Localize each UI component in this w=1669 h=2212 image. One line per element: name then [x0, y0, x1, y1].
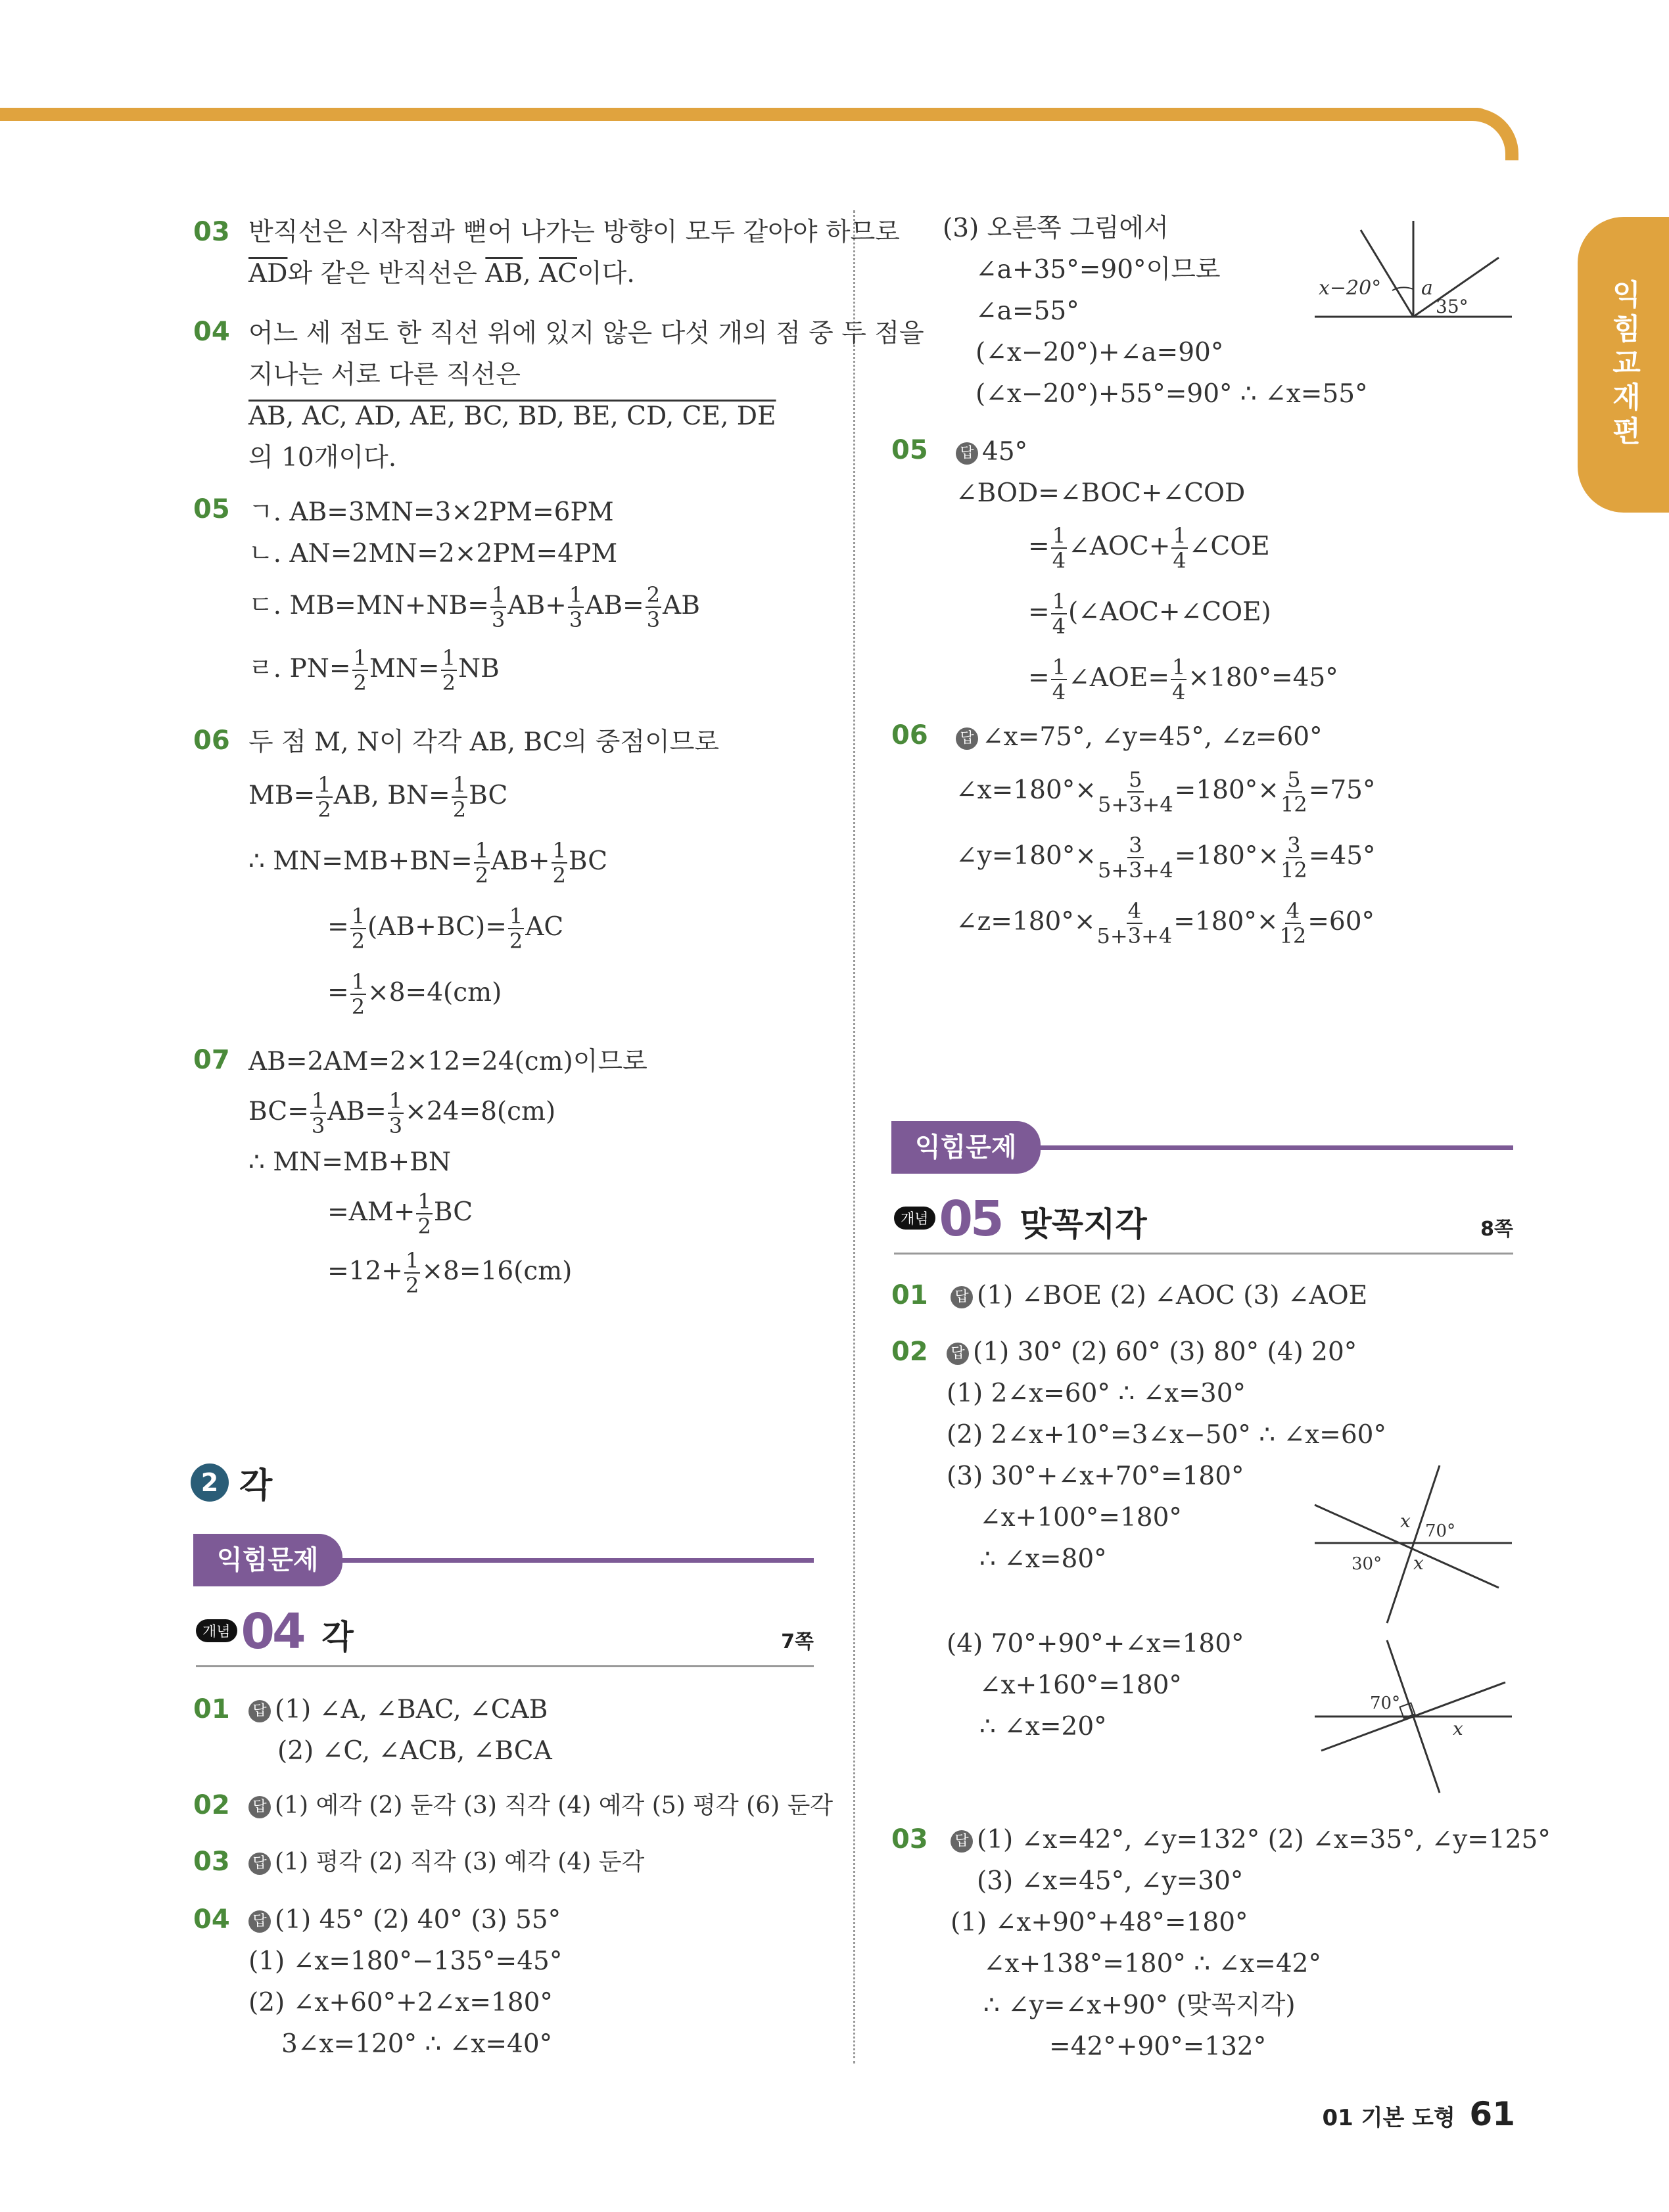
- problem-number: 03: [193, 217, 230, 247]
- problem-number: 02: [193, 1790, 230, 1820]
- top-bar: [0, 108, 1491, 121]
- svg-text:35°: 35°: [1436, 296, 1469, 317]
- answer-icon: 답: [956, 442, 978, 465]
- answer-icon: 답: [248, 1853, 271, 1875]
- problem-03: 반직선은 시작점과 뻗어 나가는 방향이 모두 같아야 하므로 $\overline{AD}$와 같은 반직선은 $\overline{AB}$, $\overline{AC}$이다.: [248, 218, 900, 288]
- problem-number: 01: [193, 1694, 230, 1724]
- problem-number: 03: [193, 1847, 230, 1877]
- top-bar-curve: [1466, 108, 1518, 160]
- answer-icon: 답: [951, 1830, 973, 1853]
- answer-icon: 답: [947, 1343, 969, 1365]
- page-footer: 01 기본 도형 61: [1322, 2095, 1515, 2133]
- problem-06: 두 점 M, N이 각각 AB, BC의 중점이므로 MB= $\frac{1}{2}$ AB, BN= $\frac{1}{2}$ BC ∴ MN=MB+BN= $\frac{1}{2}$ AB+ $\frac{1}{2}$ BC = $\frac{1}{2}$ (AB+BC)= $\frac{1}{2}$ AC = $\frac{1}{2}$ ×8=4(cm): [248, 727, 720, 1019]
- problem-number: 06: [193, 726, 230, 756]
- side-tab[interactable]: 익힘교재편: [1578, 217, 1669, 513]
- concept-header: 개념 05 맞꼭지각 8쪽: [894, 1191, 1513, 1255]
- problem-number: 02: [891, 1337, 928, 1367]
- problem-number: 05: [891, 435, 928, 465]
- question-04: 답 (1) 45° (2) 40° (3) 55° (1) ∠x=180°−135°=45° (2) ∠x+60°+2∠x=180° 3∠x=120° ∴ ∠x=40°: [248, 1905, 563, 2059]
- question-03: 답 (1) 평각 (2) 직각 (3) 예각 (4) 둔각: [248, 1841, 644, 1883]
- svg-text:x: x: [1453, 1718, 1463, 1740]
- answer-icon: 답: [951, 1286, 973, 1308]
- answer-icon: 답: [248, 1700, 271, 1722]
- question-01-vertical: 답 (1) ∠BOE (2) ∠AOC (3) ∠AOE: [951, 1275, 1367, 1316]
- problem-number: 01: [891, 1280, 928, 1310]
- vertical-angle-figure-3: [1308, 1459, 1518, 1630]
- question-01: 답 (1) ∠A, ∠BAC, ∠CAB (2) ∠C, ∠ACB, ∠BCA: [248, 1689, 552, 1772]
- vertical-angle-figure-4: [1308, 1635, 1518, 1799]
- svg-text:x−20°: x−20°: [1319, 277, 1382, 300]
- svg-text:a: a: [1421, 277, 1433, 300]
- problem-05-angles: 답 45° ∠BOD=∠BOC+∠COD = $\frac{1}{4}$ ∠AOC+ $\frac{1}{4}$ ∠COE = $\frac{1}{4}$ (∠AOC+∠COE) = $\frac{1}{4}$ ∠AOE= $\frac{1}{4}$ ×180°=45°: [956, 437, 1338, 704]
- problem-number: 03: [891, 1824, 928, 1855]
- column-divider: [853, 210, 855, 2063]
- svg-text:70°: 70°: [1370, 1694, 1401, 1713]
- angle-figure-04: [1308, 217, 1518, 329]
- answer-icon: 답: [956, 727, 978, 750]
- page-number: 61: [1469, 2095, 1515, 2133]
- problem-number: 05: [193, 494, 230, 524]
- svg-text:x: x: [1413, 1552, 1424, 1574]
- problem-04-part3: (3) 오른쪽 그림에서 ∠a+35°=90°이므로 ∠a=55° (∠x−20°)+∠a=90° (∠x−20°)+55°=90° ∴ ∠x=55°: [943, 214, 1368, 409]
- section-heading: 2 각: [191, 1458, 272, 1507]
- answer-icon: 답: [248, 1796, 271, 1818]
- problem-07: AB=2AM=2×12=24(cm)이므로 BC= $\frac{1}{3}$ AB= $\frac{1}{3}$ ×24=8(cm) ∴ MN=MB+BN =AM+ $\frac{1}{2}$ BC =12+ $\frac{1}{2}$ ×8=16(cm): [248, 1047, 647, 1298]
- problem-06-ratio: 답 ∠x=75°, ∠y=45°, ∠z=60° ∠x=180°× $\frac{5}{5+3+4}$ =180°× $\frac{5}{12}$ =75° ∠y=180°× $\frac{3}{5+3+4}$ =180°× $\frac{3}{12}$ =45° ∠z=180°× $\frac{4}{5+3+4}$ =180°× $\frac{4}{12}$ =60°: [956, 722, 1376, 948]
- answer-icon: 답: [248, 1910, 271, 1933]
- question-02: 답 (1) 예각 (2) 둔각 (3) 직각 (4) 예각 (5) 평각 (6) 둔각: [248, 1785, 833, 1826]
- problem-04: 어느 세 점도 한 직선 위에 있지 않은 다섯 개의 점 중 두 점을 지나는 서로 다른 직선은 AB, AC, AD, AE, BC, BD, BE, CD, CE, DE 의 10개이다.: [248, 319, 924, 472]
- question-02-vertical: 답 (1) 30° (2) 60° (3) 80° (4) 20° (1) 2∠x=60° ∴ ∠x=30° (2) 2∠x+10°=3∠x−50° ∴ ∠x=60° (3) 30°+∠x+70°=180° ∠x+100°=180° ∴ ∠x=80° (4) 70°+90°+∠x=180° ∠x+160°=180° ∴ ∠x=20°: [947, 1337, 1386, 1741]
- problem-number: 04: [193, 317, 230, 347]
- question-03-vertical: 답 (1) ∠x=42°, ∠y=132° (2) ∠x=35°, ∠y=125° (3) ∠x=45°, ∠y=30° (1) ∠x+90°+48°=180° ∠x+138°=180° ∴ ∠x=42° ∴ ∠y=∠x+90° (맞꼭지각) =42°+90°=132°: [951, 1825, 1551, 2062]
- problem-05: ㄱ. AB=3MN=3×2PM=6PM ㄴ. AN=2MN=2×2PM=4PM ㄷ. MB=MN+NB= $\frac{1}{3}$ AB+ $\frac{1}{3}$ AB= $\frac{2}{3}$ AB ㄹ. PN= $\frac{1}{2}$ MN= $\frac{1}{2}$ NB: [248, 497, 700, 695]
- svg-text:30°: 30°: [1352, 1554, 1382, 1574]
- problem-number: 06: [891, 720, 928, 750]
- problem-number: 07: [193, 1045, 230, 1075]
- svg-text:x: x: [1400, 1510, 1411, 1532]
- practice-banner: 익힘문제: [891, 1121, 1513, 1174]
- problem-number: 04: [193, 1904, 230, 1935]
- svg-text:70°: 70°: [1425, 1521, 1456, 1541]
- practice-banner: 익힘문제: [193, 1534, 814, 1586]
- concept-header: 개념 04 각 7쪽: [196, 1603, 814, 1667]
